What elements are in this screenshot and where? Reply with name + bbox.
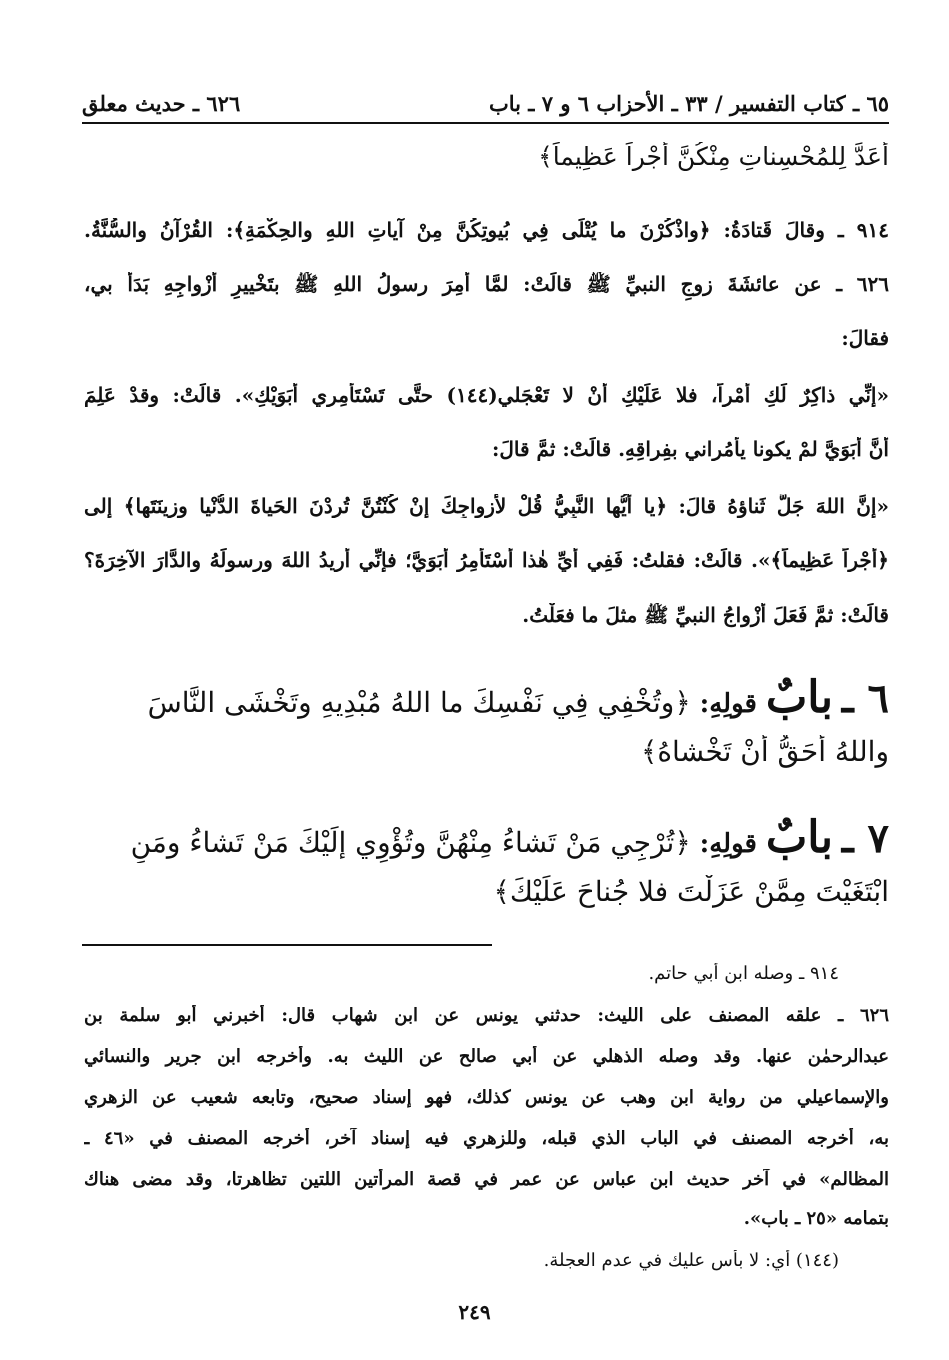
running-header bbox=[82, 84, 889, 124]
hadith-626-line-2: فقالَ: bbox=[841, 326, 889, 350]
hadith-626-line-6: ﴿أجْراً عَظِيماً﴾». قالَتْ: فقلتُ: فَفِي أيِّ هٰذا أسْتَأمِرُ أبَوَيَّ؛ فإنِّي أريدُ اللهَ ورسولَهُ والدَّارَ الآخِرَةَ؟ bbox=[84, 548, 889, 572]
header-hadith-ref: ٦٢٦ ـ حديث معلق bbox=[82, 91, 241, 116]
footnote-divider bbox=[82, 944, 492, 946]
bab-7-verse-line-2: ابْتَغَيْتَ مِمَّنْ عَزَلْتَ فلا جُناحَ عَلَيْكَ﴾ bbox=[493, 875, 889, 908]
footnote-626-line-1: ٦٢٦ ـ علقه المصنف على الليث: حدثني يونس عن ابن شهاب قال: أخبرني أبو سلمة بن bbox=[84, 1005, 889, 1026]
bab-6-verse-line-2: واللهُ أحَقُّ أنْ تَخْشاهُ﴾ bbox=[640, 735, 889, 768]
footnote-626-line-4: به، أخرجه المصنف في الباب الذي قبله، وللزهري فيه إسناد آخر، أخرجه المصنف في «٤٦ ـ bbox=[84, 1128, 889, 1149]
bab-7-heading bbox=[84, 812, 889, 863]
bab-7-qawl: قولِهِ: bbox=[699, 829, 757, 859]
bab-6-word: بابٌ bbox=[765, 672, 833, 723]
hadith-626-line-4: أنَّ أبَوَيَّ لمْ يكونا يأمُراني بفِراقِهِ. قالَتْ: ثمَّ قالَ: bbox=[491, 437, 889, 461]
footnote-626-line-2: عبدالرحمٰن عنها. وقد وصله الذهلي عن أبي صالح عن الليث به. وأخرجه ابن جرير والنسائي bbox=[84, 1046, 889, 1067]
bab-7-word: بابٌ bbox=[765, 812, 833, 863]
hadith-626-line-1: ٦٢٦ ـ عن عائشَةَ زوجِ النبيِّ ﷺ قالَتْ: لمَّا أُمِرَ رسولُ اللهِ ﷺ بتَخْييرِ أزْواجِهِ بَدَأَ بي، bbox=[84, 272, 889, 296]
bab-6-qawl: قولِهِ: bbox=[699, 689, 757, 719]
footnote-144: (١٤٤) أي: لا بأس عليك في عدم العجلة. bbox=[543, 1250, 839, 1271]
hadith-914: ٩١٤ ـ وقالَ قَتادَةُ: ﴿واذْكُرْنَ ما يُتْلَى فِي بُيوتِكُنَّ مِنْ آياتِ اللهِ والحِكْمَةِ﴾: القُرْآنُ والسُّنَّةُ. bbox=[84, 218, 889, 242]
bab-6-number: ٦ ـ bbox=[841, 675, 889, 722]
hadith-626-line-5: «إنَّ اللهَ جَلَّ ثَناؤهُ قالَ: ﴿يا أيُّها النَّبِيُّ قُلْ لأزواجِكَ إنْ كُنْتُنَّ تُرِدْنَ الحَياةَ الدُّنْيا وزِينَتَها﴾ إلى bbox=[84, 494, 889, 518]
footnote-626-line-3: والإسماعيلي من رواية ابن وهب عن يونس كذلك، فهو إسناد صحيح، وتابعه شعيب عن الزهري bbox=[84, 1087, 889, 1108]
header-chapter-title: ٦٥ ـ كتاب التفسير / ٣٣ ـ الأحزاب ٦ و ٧ ـ باب bbox=[488, 91, 889, 116]
bab-6-verse-line-1: ﴿وتُخْفِي فِي نَفْسِكَ ما اللهُ مُبْدِيهِ وتَخْشَى النَّاسَ bbox=[147, 686, 691, 719]
bab-6-heading bbox=[84, 672, 889, 723]
page-number: ٢٤٩ bbox=[458, 1300, 491, 1324]
verse-continuation: أَعَدَّ لِلمُحْسِناتِ مِنْكُنَّ أَجْراً عَظِيماً﴾ bbox=[538, 142, 889, 171]
bab-7-number: ٧ ـ bbox=[841, 815, 889, 862]
bab-7-verse-line-1: ﴿تُرْجِي مَنْ تَشاءُ مِنْهُنَّ وتُؤْوِي إلَيْكَ مَنْ تَشاءُ ومَنِ bbox=[130, 826, 691, 859]
hadith-626-line-7: قالَتْ: ثمَّ فَعَلَ أزْواجُ النبيِّ ﷺ مثلَ ما فعَلْتُ. bbox=[522, 603, 889, 627]
footnote-626-line-6: بتمامه «٢٥ ـ باب». bbox=[743, 1208, 889, 1229]
footnote-626-line-5: المظالم» في آخر حديث ابن عباس عن عمر في قصة المرأتين اللتين تظاهرتا، وقد مضى هناك bbox=[84, 1169, 889, 1190]
footnote-914: ٩١٤ ـ وصله ابن أبي حاتم. bbox=[648, 963, 839, 984]
hadith-626-line-3: «إنِّي ذاكِرٌ لَكِ أمْراً، فلا عَلَيْكِ أنْ لا تَعْجَلي(١٤٤) حتَّى تَسْتَأْمِري أبَوَيْكِ». قالَتْ: وقدْ عَلِمَ bbox=[84, 383, 889, 407]
